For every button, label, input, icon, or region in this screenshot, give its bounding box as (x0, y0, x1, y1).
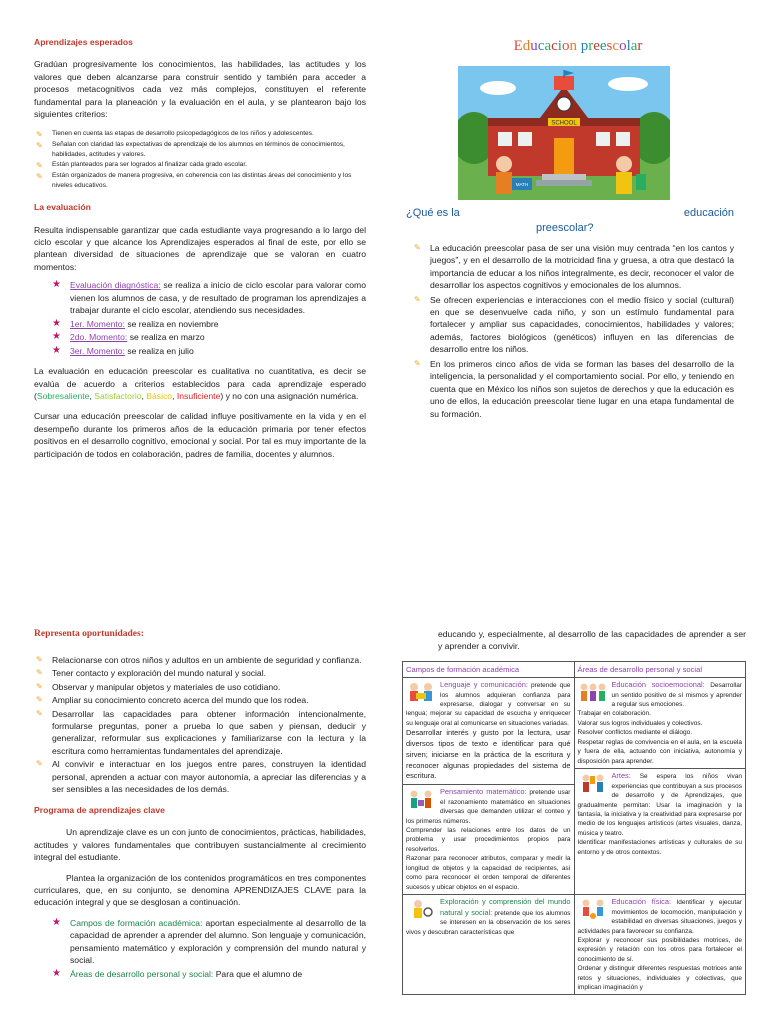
programa-heading: Programa de aprendizajes clave (34, 804, 165, 815)
table-cell-matematico: Pensamiento matemático: pretende usar el razonamiento matemático en situaciones diversas que demanden utilizar el conteo y los primeros números. Comprender las relaciones entre los datos de un problema y usar procedimientos propios para resolverlos. Razonar para reconocer atributos, comparar y medir la longitud de objetos y la capacidad de recipientes, así como para reconocer el orden temporal de diferentes sucesos y ubicar objetos en el espacio. (403, 785, 575, 895)
school-illustration (458, 66, 670, 200)
kids-sport-icon (578, 898, 608, 920)
list-item: ★ 1er. Momento: se realiza en noviembre (52, 318, 366, 330)
page-title-text: Educacion preescolar (513, 38, 643, 54)
kids-group-icon (578, 681, 608, 703)
continuation-text: educando y, especialmente, al desarrollo de las capacidades de aprender a ser y aprender a convivir. (438, 629, 746, 652)
oportunidades-list (34, 654, 366, 796)
table-cell-fisica: Educación física: Identificar y ejecutar movimientos de locomoción, manipulación y estabilidad en diversas situaciones, juegos y actividades para favorecer su confianza. Explorar y reconocer sus posibilidades motrices, de expresión y relación con los otros para fortalecer el conocimiento de sí. Ordenar y distinguir diferentes respuestas motrices ante retos y situaciones, individuales y colectivas, que implican imaginación y (574, 894, 746, 995)
list-item: ✎ Ampliar su conocimiento concreto acerca del mundo que los rodea. (36, 695, 309, 706)
list-item: ✎ En los primeros cinco años de vida se forman las bases del desarrollo de la inteligencia, la personalidad y el comportamiento social. Por ello, y teniendo en cuenta que en México los niños son sujetos de derechos y que la educación es uno de ellos, la educación preescolar tiene lugar en una etapa fundamental de su formación. (414, 358, 734, 419)
programa-p2: Plantea la organización de los contenidos programáticos en tres componentes curriculares, que, en su conjunto, se denomina APRENDIZAJES CLAVE para la educación integral y que se desglosan a continuación. (34, 872, 366, 908)
bullet-icon: ✎ (36, 759, 43, 769)
list-item: ★ 2do. Momento: se realiza en marzo (52, 331, 366, 343)
bullet-icon: ✎ (36, 140, 43, 150)
table-header-areas: Áreas de desarrollo personal y social (574, 661, 746, 677)
list-item: ★ Áreas de desarrollo personal y social: Para que el alumno de (52, 968, 366, 980)
bullet-icon: ✎ (36, 681, 43, 691)
bullet-icon: ✎ (36, 668, 43, 678)
page-two (0, 622, 768, 1024)
list-item: ★ 3er. Momento: se realiza en julio (52, 345, 366, 357)
list-item: ✎ Se ofrecen experiencias e interacciones con el medio físico y social (cultural) en que se desenvuelve cada niño, y son un estímulo fundamental para fortalecer y ampliar sus capacidades, conocimientos, habilidades y valores; además, factores biológicos (genéticos) influyen en las diferencias de desarrollo entre los niños. (414, 294, 734, 355)
right-column-2 (402, 628, 746, 995)
evaluacion-qualitative: La evaluación en educación preescolar es cualitativa no cuantitativa, es decir se evalúa de acuerdo a criterios establecidos para cada aprendizaje esperado (Sobresaliente, Satisfactorio, Básico, Insuficiente) y no con una asignación numérica. (34, 366, 366, 401)
kid-explorer-icon (406, 898, 436, 920)
bullet-icon: ✎ (36, 129, 43, 139)
aprendizajes-intro: Gradúan progresivamente los conocimientos, las habilidades, las actitudes y los valores que deben alcanzarse para construir sentido y también para acceder a procesos metacognitivos cada vez más complejos, constituyen el referente fundamental para la planeación y la evaluación en el aula, y se plantearon bajo los siguientes criterios: (34, 59, 366, 120)
preescolar-bullets (412, 242, 734, 420)
aprendizajes-heading: Aprendizajes esperados (34, 37, 133, 47)
list-item: ✎ Relacionarse con otros niños y adultos en un ambiente de seguridad y confianza. (36, 654, 362, 665)
school-sign: SCHOOL (551, 120, 577, 127)
bullet-icon: ✎ (36, 695, 43, 705)
question-heading: ¿Qué es la educación preescolar? (406, 206, 734, 234)
kids-reading-icon (406, 681, 436, 703)
programa-p1: Un aprendizaje clave es un con junto de conocimientos, prácticas, habilidades, actitudes y valores fundamentales que contribuyen sustancialmente al crecimiento integral del estudiante. (34, 827, 367, 863)
list-item: ✎ Tener contacto y exploración del mundo natural y social. (36, 668, 267, 679)
school-icon (458, 66, 670, 200)
star-icon: ★ (52, 317, 61, 329)
list-item: ✎ Están organizados de manera progresiva, en coherencia con las distintas áreas del conocimiento y los niveles educativos. (36, 172, 352, 190)
page-gap (0, 560, 768, 622)
bullet-icon: ✎ (414, 358, 421, 368)
bullet-icon: ✎ (414, 242, 421, 252)
evaluacion-heading: La evaluación (34, 202, 91, 213)
bullet-icon: ✎ (36, 172, 43, 182)
list-item: ★ Campos de formación académica: aportan especialmente al desarrollo de la capacidad de aprender a aprender del alumno. Son lenguaje y comunicación, pensamiento matemático y exploración y comprensión del mundo natural y social. (52, 916, 367, 966)
left-column (34, 36, 366, 468)
star-icon: ★ (52, 344, 61, 356)
star-icon: ★ (52, 916, 61, 928)
criteria-list (34, 129, 366, 191)
oportunidades-heading: Representa oportunidades: (34, 629, 144, 639)
evaluacion-closing: Cursar una educación preescolar de calidad influye positivamente en la vida y en el desempeño durante los primeros años de la educación primaria por tener efectos positivos en el desarrollo cognitivo, emocional y social. Por tal es muy importante de la participación de todos en colaboración, padres de familia, docentes y alumnos. (34, 411, 366, 459)
list-item: ✎ Observar y manipular objetos y materiales de uso cotidiano. (36, 681, 281, 692)
moments-list (34, 279, 366, 357)
table-cell-lenguaje: Lenguaje y comunicación: pretende que los alumnos adquieran confianza para expresarse, dialogar y conversar en su lengua; mejorar su capacidad de escucha y enriquecer su lenguaje oral al comunicarse en situaciones variadas. Desarrollar interés y gusto por la lectura, usar diversos tipos de texto e identificar para qué sirven; iniciarse en la práctica de la escritura y reconocer algunas propiedades del sistema de escritura. (403, 677, 575, 784)
star-icon: ★ (52, 967, 61, 979)
bullet-icon: ✎ (36, 654, 43, 664)
list-item: ✎ Desarrollar las capacidades para obtener información intencionalmente, formularse preguntas, poner a prueba lo que saben y piensan, deducir y generalizar, reformular sus explicaciones y familiarizarse con la lectura y la escritura como herramientas fundamentales del aprendizaje. (36, 708, 366, 756)
star-icon: ★ (52, 331, 61, 343)
bullet-icon: ✎ (36, 708, 43, 718)
list-item: ✎ La educación preescolar pasa de ser una visión muy centrada “en los cantos y juegos”, y en el desarrollo de la motricidad fina y gruesa, a otra que destacó la importancia de educar a los niños integralmente, es decir, reconocer el valor de desarrollar los aspectos cognitivos y emocionales de los alumnos. (414, 242, 734, 291)
bullet-icon: ✎ (36, 161, 43, 171)
left-column-2 (34, 628, 366, 981)
list-item: ✎ Están planteados para ser logrados al finalizar cada grado escolar. (36, 161, 248, 171)
star-icon: ★ (52, 279, 61, 291)
table-cell-socioemocional: Educación socioemocional: Desarrollar un sentido positivo de sí mismos y aprender a regular sus emociones. Trabajar en colaboración. Valorar sus logros individuales y colectivos. Resolver conflictos mediante el diálogo. Respetar reglas de convivencia en el aula, en la escuela y fuera de ella, actuando con iniciativa, autonomía y disposición para aprender. (574, 677, 746, 768)
evaluacion-intro: Resulta indispensable garantizar que cada estudiante vaya progresando a lo largo del ciclo escolar y que alcance los Aprendizajes esperados al final de este, por ello se plantean diversidad de situaciones de aprendizaje que se valoran en cuatro momentos: (34, 224, 366, 272)
components-table (402, 661, 746, 996)
table-cell-artes: Artes: Se espera los niños vivan experiencias que contribuyan a sus procesos de desarrollo y de Aprendizajes, que gradualmente permitan: Usar la imaginación y la fantasía, la iniciativa y la creatividad para expresarse por medio de los lenguajes artísticos (artes visuales, danza, música y teatro. Identificar manifestaciones artísticas y culturales de su entorno y de otros contextos. (574, 769, 746, 895)
kids-art-icon (578, 772, 608, 794)
bullet-icon: ✎ (414, 294, 421, 304)
list-item: ✎ Señalan con claridad las expectativas de aprendizaje de los alumnos en términos de conocimientos, habilidades, actitudes y valores. (36, 140, 345, 158)
list-item: ✎ Tienen en cuenta las etapas de desarrollo psicopedagógicos de los niños y adolescentes. (36, 129, 314, 139)
book-label: MATH (515, 181, 529, 187)
kids-math-icon (406, 788, 436, 810)
right-column (406, 36, 734, 421)
list-item: ✎ Al convivir e interactuar en los juegos entre pares, construyen la identidad personal, aprenden a actuar con mayor autonomía, a apreciar las diferencias y a ser sensibles a las necesidades de los demás. (36, 759, 366, 795)
table-cell-exploracion: Exploración y comprensión del mundo natural y social: pretende que los alumnos se interesen en la observación de los seres vivos y descubran características que (403, 894, 575, 995)
page-title (412, 36, 734, 58)
table-header-campos: Campos de formación académica (403, 661, 575, 677)
components-list (34, 917, 366, 980)
list-item: ★ Evaluación diagnóstica: se realiza a inicio de ciclo escolar para valorar como vienen los alumnos de casa, y de resultado de programan los aprendizajes a trabajar durante el ciclo escolar, atendiendo sus necesidades. (52, 279, 366, 316)
